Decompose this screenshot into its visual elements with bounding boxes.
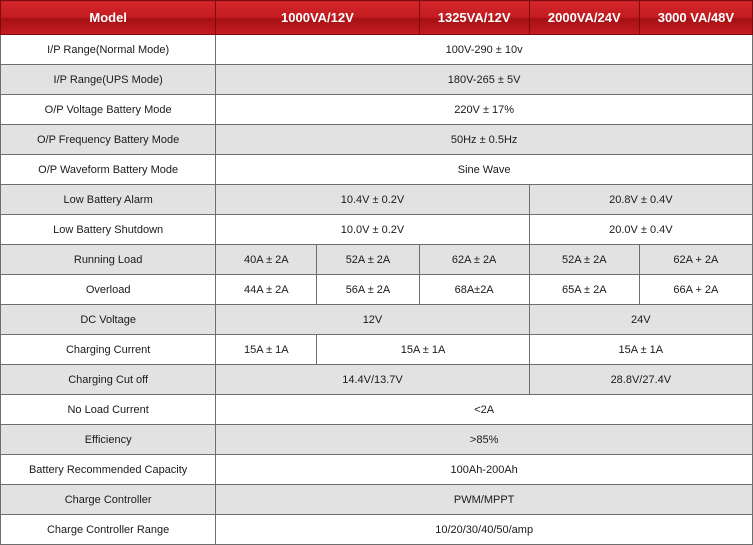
row-label: Charging Current: [1, 335, 216, 365]
row-value: 100V-290 ± 10v: [216, 35, 753, 65]
row-label: Charge Controller: [1, 485, 216, 515]
row-value: <2A: [216, 395, 753, 425]
row-label: O/P Waveform Battery Mode: [1, 155, 216, 185]
row-label: I/P Range(Normal Mode): [1, 35, 216, 65]
row-value: 10/20/30/40/50/amp: [216, 515, 753, 545]
row-value: 100Ah-200Ah: [216, 455, 753, 485]
row-value: 12V: [216, 305, 529, 335]
row-value: 62A + 2A: [639, 245, 752, 275]
table-row: [1, 395, 753, 425]
table-row: [1, 425, 753, 455]
row-label: Low Battery Shutdown: [1, 215, 216, 245]
header-row: [1, 1, 753, 35]
model-1000va-header: 1000VA/12V: [216, 1, 419, 35]
row-value: >85%: [216, 425, 753, 455]
row-label: Charging Cut off: [1, 365, 216, 395]
row-label: Overload: [1, 275, 216, 305]
row-value: 66A + 2A: [639, 275, 752, 305]
row-value: 220V ± 17%: [216, 95, 753, 125]
table-row: [1, 215, 753, 245]
row-value: 44A ± 2A: [216, 275, 317, 305]
row-value: 56A ± 2A: [317, 275, 419, 305]
model-2000va-header: 2000VA/24V: [529, 1, 639, 35]
row-value: 52A ± 2A: [529, 245, 639, 275]
row-value: 20.0V ± 0.4V: [529, 215, 752, 245]
row-label: Battery Recommended Capacity: [1, 455, 216, 485]
table-row: [1, 335, 753, 365]
table-row: [1, 455, 753, 485]
model-1325va-header: 1325VA/12V: [419, 1, 529, 35]
row-value: 10.4V ± 0.2V: [216, 185, 529, 215]
row-label: No Load Current: [1, 395, 216, 425]
row-label: I/P Range(UPS Mode): [1, 65, 216, 95]
row-value: 24V: [529, 305, 752, 335]
row-value: 28.8V/27.4V: [529, 365, 752, 395]
table-row: [1, 125, 753, 155]
row-label: DC Voltage: [1, 305, 216, 335]
table-row: [1, 305, 753, 335]
row-label: O/P Frequency Battery Mode: [1, 125, 216, 155]
row-label: Low Battery Alarm: [1, 185, 216, 215]
row-value: 15A ± 1A: [216, 335, 317, 365]
row-value: PWM/MPPT: [216, 485, 753, 515]
row-value: 15A ± 1A: [317, 335, 529, 365]
row-value: 62A ± 2A: [419, 245, 529, 275]
row-value: 40A ± 2A: [216, 245, 317, 275]
table-row: [1, 35, 753, 65]
row-value: 68A±2A: [419, 275, 529, 305]
table-row: [1, 515, 753, 545]
row-value: 20.8V ± 0.4V: [529, 185, 752, 215]
row-value: Sine Wave: [216, 155, 753, 185]
table-row: [1, 185, 753, 215]
row-value: 50Hz ± 0.5Hz: [216, 125, 753, 155]
row-label: O/P Voltage Battery Mode: [1, 95, 216, 125]
table-row: [1, 365, 753, 395]
model-header: Model: [1, 1, 216, 35]
row-label: Running Load: [1, 245, 216, 275]
row-value: 65A ± 2A: [529, 275, 639, 305]
row-label: Charge Controller Range: [1, 515, 216, 545]
table-row: [1, 65, 753, 95]
model-3000va-header: 3000 VA/48V: [639, 1, 752, 35]
row-value: 10.0V ± 0.2V: [216, 215, 529, 245]
table-row: [1, 485, 753, 515]
table-row: [1, 95, 753, 125]
row-value: 180V-265 ± 5V: [216, 65, 753, 95]
row-value: 15A ± 1A: [529, 335, 752, 365]
table-row: [1, 275, 753, 305]
row-label: Efficiency: [1, 425, 216, 455]
table-row: [1, 245, 753, 275]
row-value: 52A ± 2A: [317, 245, 419, 275]
row-value: 14.4V/13.7V: [216, 365, 529, 395]
table-row: [1, 155, 753, 185]
